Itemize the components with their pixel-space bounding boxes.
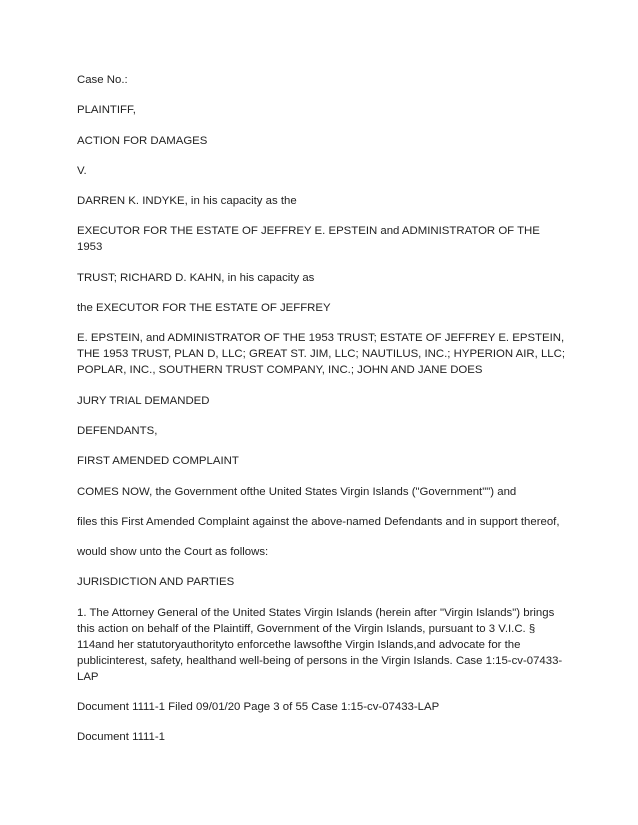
complaint-title: FIRST AMENDED COMPLAINT <box>77 455 239 468</box>
intro-paragraph-1: COMES NOW, the Government ofthe United States Virgin Islands ("Government"") and <box>77 485 517 498</box>
document-body <box>77 72 567 760</box>
defendant-line-2: EXECUTOR FOR THE ESTATE OF JEFFREY E. EPSTEIN and ADMINISTRATOR OF THE 1953 <box>77 225 540 254</box>
jury-trial-label: JURY TRIAL DEMANDED <box>77 394 210 407</box>
defendant-line-4: the EXECUTOR FOR THE ESTATE OF JEFFREY <box>77 302 331 315</box>
action-type: ACTION FOR DAMAGES <box>77 134 208 147</box>
document-footer-line-2: Document 1111-1 <box>77 731 166 744</box>
section-heading-jurisdiction: JURISDICTION AND PARTIES <box>77 576 235 589</box>
case-number-label: Case No.: <box>77 74 128 86</box>
document-footer-line-1: Document 1111-1 Filed 09/01/20 Page 3 of 55 Case 1:15-cv-07433-LAP <box>77 701 440 714</box>
paragraph-1: 1. The Attorney General of the United States Virgin Islands (herein after "Virgin Islands") brings this action on behalf of the Plaintiff, Government of the Virgin Islands, pursuant to 3 V.I.C. § 114and her statutoryauthorityto enforcethe lawsofthe Virgin Islands,and advocate for the publicinterest, safety, healthand well-being of persons in the Virgin Islands. Case 1:15-cv-07433-LAP <box>77 606 563 683</box>
defendants-label: DEFENDANTS, <box>77 424 158 437</box>
intro-paragraph-3: would show unto the Court as follows: <box>77 546 269 559</box>
defendant-list: E. EPSTEIN, and ADMINISTRATOR OF THE 1953 TRUST; ESTATE OF JEFFREY E. EPSTEIN, THE 1953 TRUST, PLAN D, LLC; GREAT ST. JIM, LLC; NAUTILUS, INC.; HYPERION AIR, LLC; POPLAR, INC., SOUTHERN TRUST COMPANY, INC.; JOHN AND JANE DOES <box>77 332 566 377</box>
versus-label: V. <box>77 164 87 177</box>
defendant-line-3: TRUST; RICHARD D. KAHN, in his capacity as <box>77 271 315 284</box>
defendant-line-1: DARREN K. INDYKE, in his capacity as the <box>77 195 297 208</box>
intro-paragraph-2: files this First Amended Complaint against the above-named Defendants and in support thereof, <box>77 515 560 528</box>
plaintiff-label: PLAINTIFF, <box>77 104 136 117</box>
